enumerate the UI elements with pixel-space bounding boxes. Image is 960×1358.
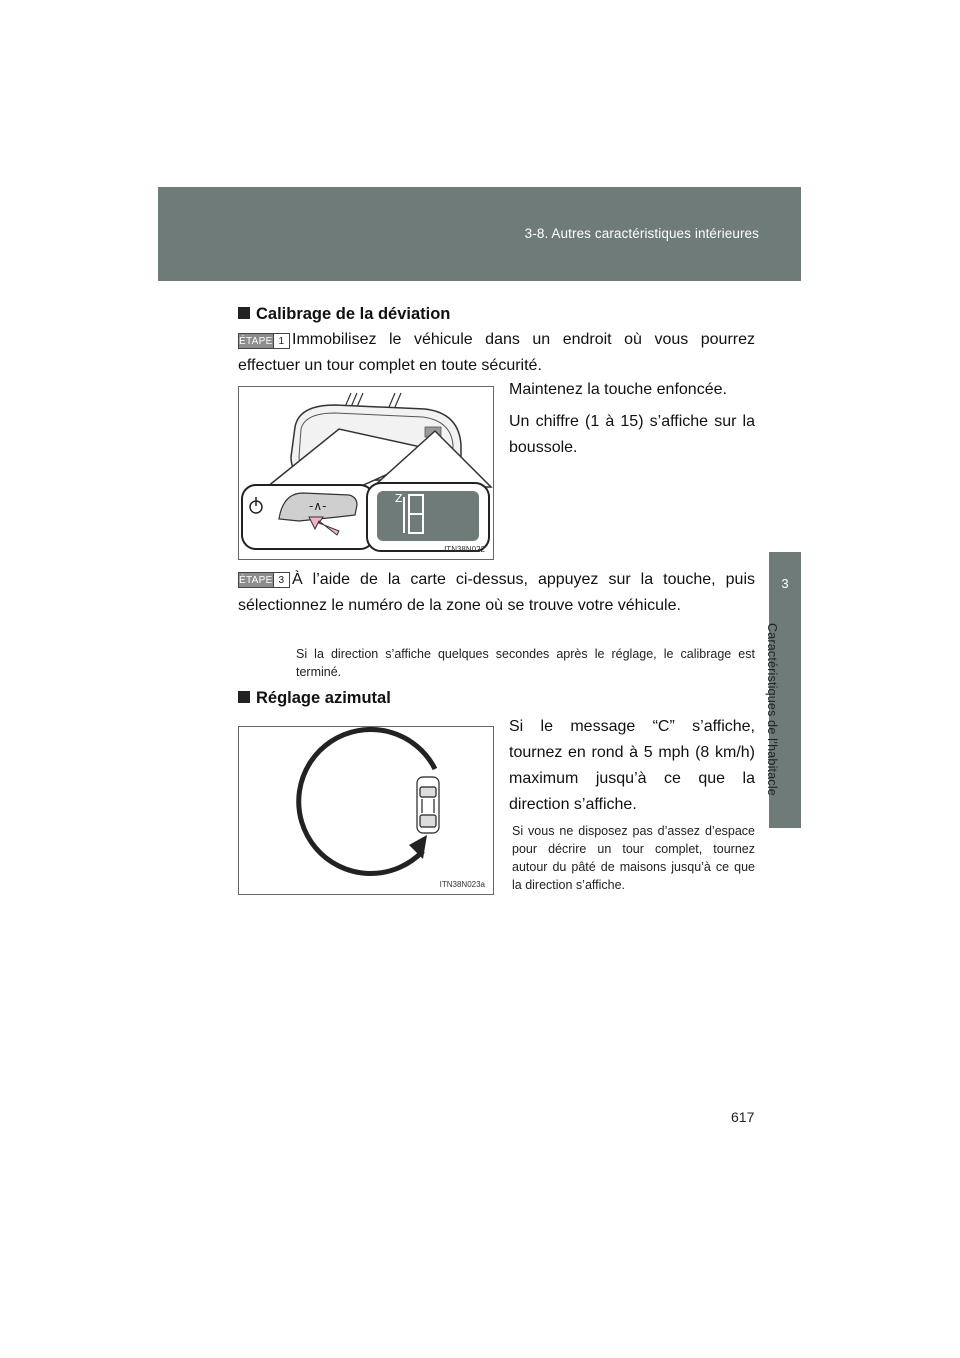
circle-drive-figure	[238, 726, 494, 895]
chapter-label	[767, 623, 807, 923]
step2-text-2: Un chiffre (1 à 15) s’affiche sur la boussole.	[509, 413, 755, 456]
svg-text:-∧-: -∧-	[309, 499, 327, 513]
circle-drive-illustration	[239, 727, 495, 896]
heading-calibrage	[238, 305, 450, 324]
heading-text: Calibrage de la déviation	[256, 305, 451, 323]
figure-code: ITN38N022	[444, 545, 485, 554]
zone-letter: Z	[395, 492, 403, 505]
mirror-compass-illustration	[239, 387, 495, 561]
figure-code: ITN38N023a	[439, 880, 485, 889]
step-badge-label: ÉTAPE	[239, 335, 273, 347]
step2-text-1: Maintenez la touche enfoncée.	[509, 381, 727, 398]
step-badge-number: 1	[273, 334, 289, 348]
section-title: 3-8. Autres caractéristiques intérieures	[524, 226, 759, 241]
square-bullet-icon	[238, 691, 250, 703]
step3-text: À l’aide de la carte ci-dessus, appuyez sur la touche, puis sélectionnez le numéro de la zone où se trouve votre véhicule.	[238, 571, 755, 614]
heading-text: Réglage azimutal	[256, 689, 391, 707]
azimut-text: Si le message “C” s’affiche, tournez en rond à 5 mph (8 km/h) maximum jusqu’à ce que la direction s’affiche.	[509, 718, 755, 813]
azimut-note: Si vous ne disposez pas d’assez d’espace pour décrire un tour complet, tournez autour du pâté de maisons jusqu’à ce que la direction s’affiche.	[512, 824, 755, 892]
mirror-compass-figure	[238, 386, 494, 560]
step-badge-number: 3	[273, 573, 289, 587]
chapter-header-band	[158, 187, 801, 281]
chapter-number: 3	[781, 576, 789, 591]
heading-reglage-azimutal	[238, 689, 391, 708]
step-badge-label: ÉTAPE	[239, 574, 273, 586]
step1-text: Immobilisez le véhicule dans un endroit où vous pourrez effectuer un tour complet en toute sécurité.	[238, 331, 755, 374]
square-bullet-icon	[238, 307, 250, 319]
step3-note: Si la direction s’affiche quelques secondes après le réglage, le calibrage est terminé.	[296, 647, 755, 679]
page-number: 617	[731, 1109, 755, 1125]
chapter-label-text: Caractéristiques de l’habitacle	[765, 623, 779, 796]
